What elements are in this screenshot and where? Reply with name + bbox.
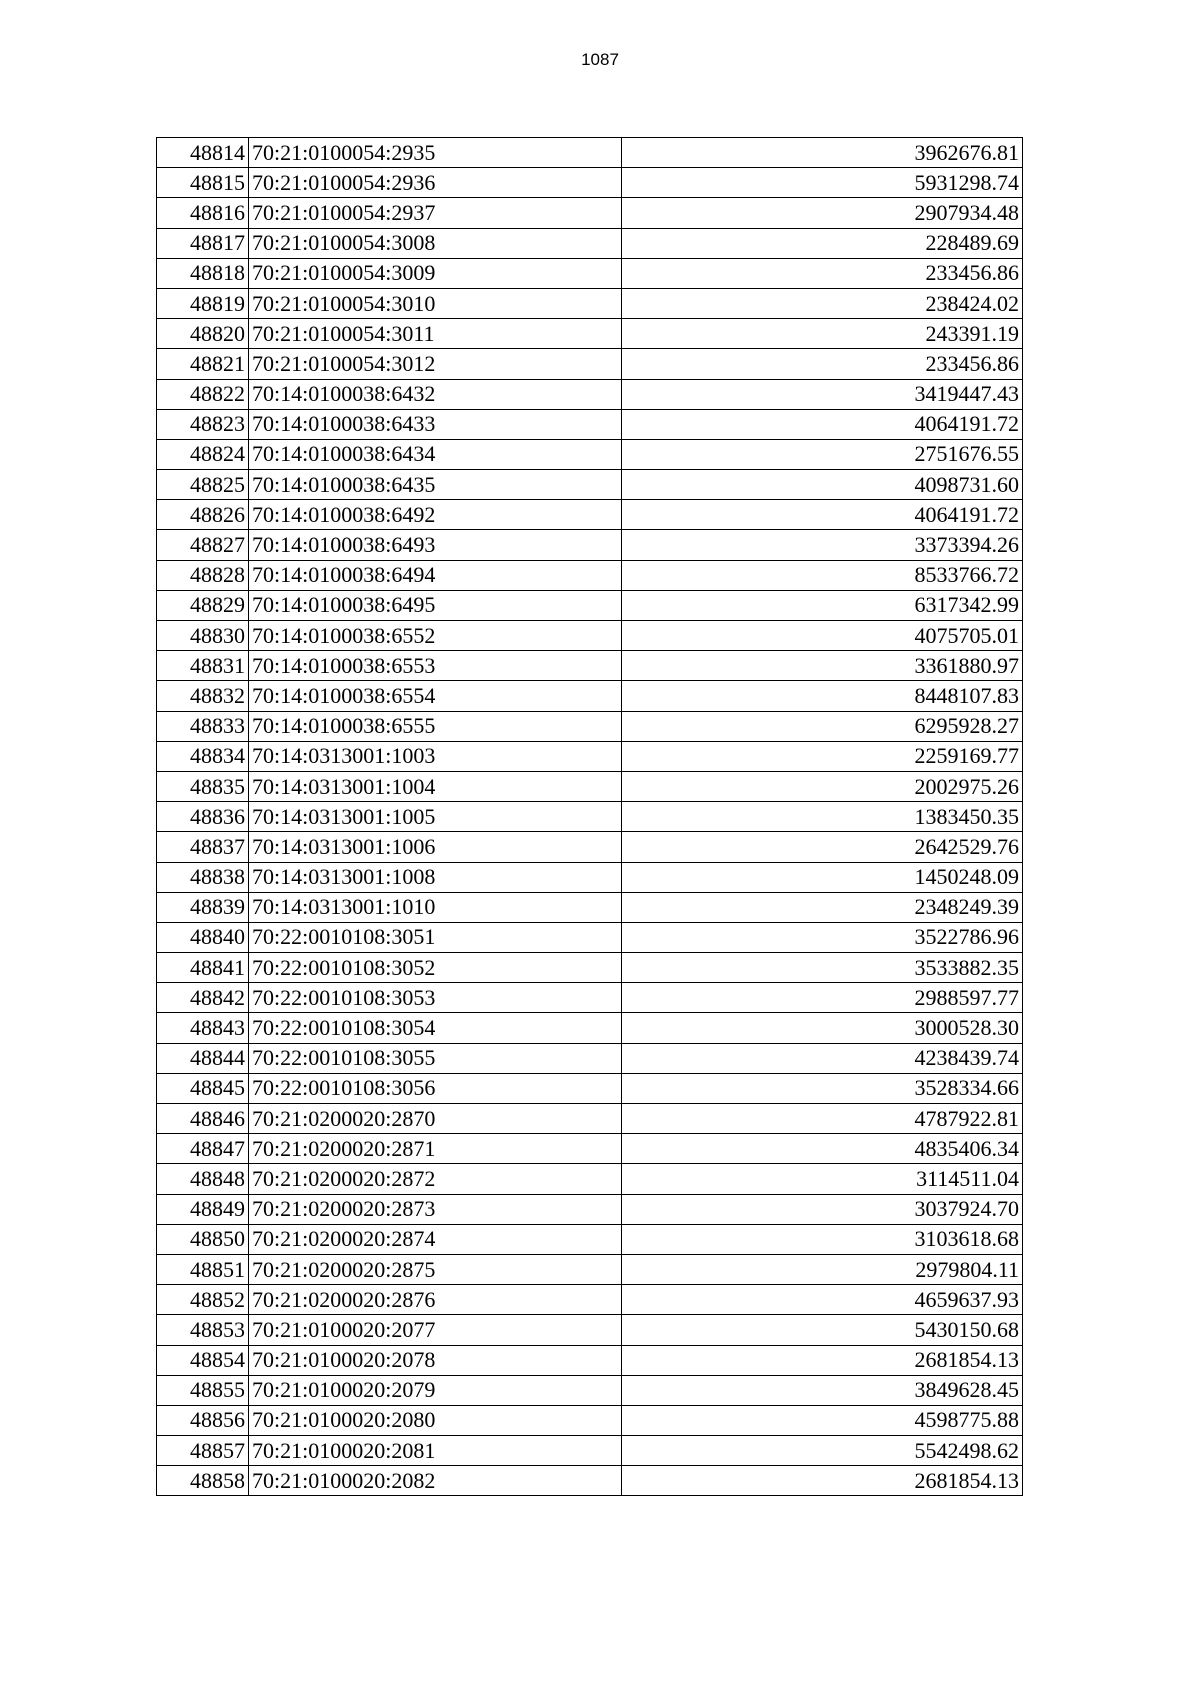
- cadastral-number-cell: 70:21:0100020:2078: [249, 1345, 622, 1375]
- row-number-cell: 48821: [157, 349, 249, 379]
- cadastral-number-cell: 70:22:0010108:3056: [249, 1073, 622, 1103]
- cadastral-number-cell: 70:14:0100038:6435: [249, 470, 622, 500]
- cadastral-value-cell: 4075705.01: [622, 621, 1023, 651]
- row-number-cell: 48831: [157, 651, 249, 681]
- row-number-cell: 48848: [157, 1164, 249, 1194]
- cadastral-value-cell: 4835406.34: [622, 1134, 1023, 1164]
- table-row: [157, 1194, 1023, 1224]
- table-row: [157, 1466, 1023, 1496]
- row-number-cell: 48846: [157, 1104, 249, 1134]
- cadastral-number-cell: 70:14:0100038:6555: [249, 711, 622, 741]
- table-row: [157, 681, 1023, 711]
- row-number-cell: 48858: [157, 1466, 249, 1496]
- row-number-cell: 48840: [157, 922, 249, 952]
- cadastral-number-cell: 70:21:0200020:2875: [249, 1254, 622, 1284]
- cadastral-number-cell: 70:14:0100038:6494: [249, 560, 622, 590]
- cadastral-number-cell: 70:22:0010108:3051: [249, 922, 622, 952]
- row-number-cell: 48843: [157, 1013, 249, 1043]
- cadastral-value-cell: 238424.02: [622, 288, 1023, 318]
- cadastral-value-cell: 4659637.93: [622, 1285, 1023, 1315]
- table-row: [157, 1436, 1023, 1466]
- table-row: [157, 349, 1023, 379]
- cadastral-value-cell: 4098731.60: [622, 470, 1023, 500]
- row-number-cell: 48845: [157, 1073, 249, 1103]
- cadastral-number-cell: 70:22:0010108:3054: [249, 1013, 622, 1043]
- cadastral-number-cell: 70:14:0313001:1006: [249, 832, 622, 862]
- table-row: [157, 198, 1023, 228]
- cadastral-number-cell: 70:21:0100020:2082: [249, 1466, 622, 1496]
- cadastral-value-cell: 1383450.35: [622, 802, 1023, 832]
- row-number-cell: 48837: [157, 832, 249, 862]
- row-number-cell: 48852: [157, 1285, 249, 1315]
- cadastral-number-cell: 70:14:0100038:6495: [249, 590, 622, 620]
- table-row: [157, 319, 1023, 349]
- cadastral-value-cell: 4598775.88: [622, 1405, 1023, 1435]
- table-row: [157, 168, 1023, 198]
- cadastral-value-cell: 2259169.77: [622, 741, 1023, 771]
- row-number-cell: 48825: [157, 470, 249, 500]
- table-row: [157, 621, 1023, 651]
- table-row: [157, 138, 1023, 168]
- row-number-cell: 48844: [157, 1043, 249, 1073]
- cadastral-value-cell: 2988597.77: [622, 983, 1023, 1013]
- row-number-cell: 48854: [157, 1345, 249, 1375]
- cadastral-number-cell: 70:14:0313001:1003: [249, 741, 622, 771]
- cadastral-number-cell: 70:21:0100020:2077: [249, 1315, 622, 1345]
- cadastral-value-cell: 5430150.68: [622, 1315, 1023, 1345]
- cadastral-value-cell: 2979804.11: [622, 1254, 1023, 1284]
- row-number-cell: 48828: [157, 560, 249, 590]
- table-row: [157, 862, 1023, 892]
- cadastral-value-cell: 233456.86: [622, 349, 1023, 379]
- cadastral-value-table: [156, 137, 1023, 1496]
- cadastral-number-cell: 70:21:0200020:2871: [249, 1134, 622, 1164]
- cadastral-number-cell: 70:21:0200020:2873: [249, 1194, 622, 1224]
- row-number-cell: 48829: [157, 590, 249, 620]
- cadastral-value-cell: 3522786.96: [622, 922, 1023, 952]
- row-number-cell: 48847: [157, 1134, 249, 1164]
- row-number-cell: 48838: [157, 862, 249, 892]
- row-number-cell: 48835: [157, 771, 249, 801]
- cadastral-value-cell: 5542498.62: [622, 1436, 1023, 1466]
- cadastral-value-cell: 2907934.48: [622, 198, 1023, 228]
- cadastral-number-cell: 70:21:0100054:3011: [249, 319, 622, 349]
- cadastral-number-cell: 70:14:0100038:6432: [249, 379, 622, 409]
- row-number-cell: 48849: [157, 1194, 249, 1224]
- row-number-cell: 48819: [157, 288, 249, 318]
- table-row: [157, 439, 1023, 469]
- cadastral-number-cell: 70:21:0100054:3009: [249, 258, 622, 288]
- row-number-cell: 48832: [157, 681, 249, 711]
- table-row: [157, 711, 1023, 741]
- cadastral-value-cell: 3849628.45: [622, 1375, 1023, 1405]
- table-row: [157, 1315, 1023, 1345]
- cadastral-value-cell: 4787922.81: [622, 1104, 1023, 1134]
- cadastral-value-cell: 6295928.27: [622, 711, 1023, 741]
- table-row: [157, 1375, 1023, 1405]
- cadastral-value-cell: 4064191.72: [622, 409, 1023, 439]
- cadastral-value-cell: 3037924.70: [622, 1194, 1023, 1224]
- cadastral-value-cell: 4064191.72: [622, 500, 1023, 530]
- row-number-cell: 48856: [157, 1405, 249, 1435]
- table-row: [157, 530, 1023, 560]
- cadastral-value-cell: 2681854.13: [622, 1345, 1023, 1375]
- cadastral-number-cell: 70:21:0100054:3012: [249, 349, 622, 379]
- table-row: [157, 1073, 1023, 1103]
- row-number-cell: 48839: [157, 892, 249, 922]
- cadastral-value-cell: 2681854.13: [622, 1466, 1023, 1496]
- cadastral-number-cell: 70:22:0010108:3055: [249, 1043, 622, 1073]
- row-number-cell: 48851: [157, 1254, 249, 1284]
- table-row: [157, 288, 1023, 318]
- table-body: [157, 138, 1023, 1496]
- table-row: [157, 500, 1023, 530]
- table-row: [157, 983, 1023, 1013]
- table-row: [157, 228, 1023, 258]
- cadastral-value-cell: 3000528.30: [622, 1013, 1023, 1043]
- table-row: [157, 1164, 1023, 1194]
- cadastral-number-cell: 70:21:0200020:2874: [249, 1224, 622, 1254]
- table-row: [157, 1254, 1023, 1284]
- table-row: [157, 1345, 1023, 1375]
- table-row: [157, 1104, 1023, 1134]
- cadastral-value-cell: 233456.86: [622, 258, 1023, 288]
- cadastral-value-cell: 3528334.66: [622, 1073, 1023, 1103]
- cadastral-value-cell: 3114511.04: [622, 1164, 1023, 1194]
- table-row: [157, 1013, 1023, 1043]
- table-row: [157, 892, 1023, 922]
- cadastral-number-cell: 70:21:0100020:2079: [249, 1375, 622, 1405]
- cadastral-number-cell: 70:21:0100054:2935: [249, 138, 622, 168]
- cadastral-number-cell: 70:21:0100054:2937: [249, 198, 622, 228]
- cadastral-value-cell: 2002975.26: [622, 771, 1023, 801]
- cadastral-number-cell: 70:21:0100054:3010: [249, 288, 622, 318]
- cadastral-value-cell: 228489.69: [622, 228, 1023, 258]
- cadastral-number-cell: 70:21:0200020:2876: [249, 1285, 622, 1315]
- cadastral-value-cell: 2642529.76: [622, 832, 1023, 862]
- cadastral-value-cell: 5931298.74: [622, 168, 1023, 198]
- cadastral-number-cell: 70:14:0100038:6493: [249, 530, 622, 560]
- table-row: [157, 953, 1023, 983]
- row-number-cell: 48816: [157, 198, 249, 228]
- cadastral-value-cell: 8533766.72: [622, 560, 1023, 590]
- table-row: [157, 1224, 1023, 1254]
- table-row: [157, 802, 1023, 832]
- row-number-cell: 48823: [157, 409, 249, 439]
- cadastral-number-cell: 70:21:0100054:2936: [249, 168, 622, 198]
- table-row: [157, 922, 1023, 952]
- cadastral-value-cell: 2348249.39: [622, 892, 1023, 922]
- cadastral-value-cell: 3103618.68: [622, 1224, 1023, 1254]
- cadastral-number-cell: 70:21:0200020:2870: [249, 1104, 622, 1134]
- cadastral-number-cell: 70:21:0100020:2081: [249, 1436, 622, 1466]
- row-number-cell: 48833: [157, 711, 249, 741]
- cadastral-value-cell: 8448107.83: [622, 681, 1023, 711]
- cadastral-value-cell: 3419447.43: [622, 379, 1023, 409]
- row-number-cell: 48814: [157, 138, 249, 168]
- row-number-cell: 48824: [157, 439, 249, 469]
- cadastral-number-cell: 70:21:0200020:2872: [249, 1164, 622, 1194]
- cadastral-number-cell: 70:21:0100020:2080: [249, 1405, 622, 1435]
- row-number-cell: 48817: [157, 228, 249, 258]
- row-number-cell: 48850: [157, 1224, 249, 1254]
- table-row: [157, 470, 1023, 500]
- cadastral-number-cell: 70:14:0100038:6433: [249, 409, 622, 439]
- table-row: [157, 590, 1023, 620]
- cadastral-number-cell: 70:14:0100038:6553: [249, 651, 622, 681]
- table-row: [157, 560, 1023, 590]
- cadastral-number-cell: 70:14:0100038:6552: [249, 621, 622, 651]
- cadastral-number-cell: 70:22:0010108:3053: [249, 983, 622, 1013]
- row-number-cell: 48842: [157, 983, 249, 1013]
- table-row: [157, 1043, 1023, 1073]
- row-number-cell: 48830: [157, 621, 249, 651]
- cadastral-number-cell: 70:14:0100038:6554: [249, 681, 622, 711]
- row-number-cell: 48836: [157, 802, 249, 832]
- cadastral-value-cell: 3373394.26: [622, 530, 1023, 560]
- row-number-cell: 48853: [157, 1315, 249, 1345]
- row-number-cell: 48826: [157, 500, 249, 530]
- cadastral-value-cell: 6317342.99: [622, 590, 1023, 620]
- cadastral-number-cell: 70:22:0010108:3052: [249, 953, 622, 983]
- table-row: [157, 771, 1023, 801]
- table-row: [157, 409, 1023, 439]
- row-number-cell: 48834: [157, 741, 249, 771]
- row-number-cell: 48818: [157, 258, 249, 288]
- cadastral-value-cell: 3962676.81: [622, 138, 1023, 168]
- row-number-cell: 48815: [157, 168, 249, 198]
- page-number: 1087: [581, 50, 619, 69]
- cadastral-number-cell: 70:21:0100054:3008: [249, 228, 622, 258]
- table-row: [157, 1405, 1023, 1435]
- cadastral-number-cell: 70:14:0100038:6434: [249, 439, 622, 469]
- cadastral-number-cell: 70:14:0313001:1004: [249, 771, 622, 801]
- table-row: [157, 258, 1023, 288]
- table-row: [157, 651, 1023, 681]
- row-number-cell: 48841: [157, 953, 249, 983]
- table-row: [157, 1285, 1023, 1315]
- cadastral-number-cell: 70:14:0100038:6492: [249, 500, 622, 530]
- cadastral-number-cell: 70:14:0313001:1005: [249, 802, 622, 832]
- table-row: [157, 832, 1023, 862]
- cadastral-value-cell: 3361880.97: [622, 651, 1023, 681]
- table-row: [157, 1134, 1023, 1164]
- row-number-cell: 48827: [157, 530, 249, 560]
- cadastral-value-cell: 4238439.74: [622, 1043, 1023, 1073]
- cadastral-value-cell: 243391.19: [622, 319, 1023, 349]
- cadastral-value-cell: 2751676.55: [622, 439, 1023, 469]
- cadastral-value-cell: 1450248.09: [622, 862, 1023, 892]
- table-row: [157, 741, 1023, 771]
- row-number-cell: 48855: [157, 1375, 249, 1405]
- cadastral-value-cell: 3533882.35: [622, 953, 1023, 983]
- row-number-cell: 48857: [157, 1436, 249, 1466]
- row-number-cell: 48820: [157, 319, 249, 349]
- cadastral-number-cell: 70:14:0313001:1008: [249, 862, 622, 892]
- table-row: [157, 379, 1023, 409]
- cadastral-number-cell: 70:14:0313001:1010: [249, 892, 622, 922]
- row-number-cell: 48822: [157, 379, 249, 409]
